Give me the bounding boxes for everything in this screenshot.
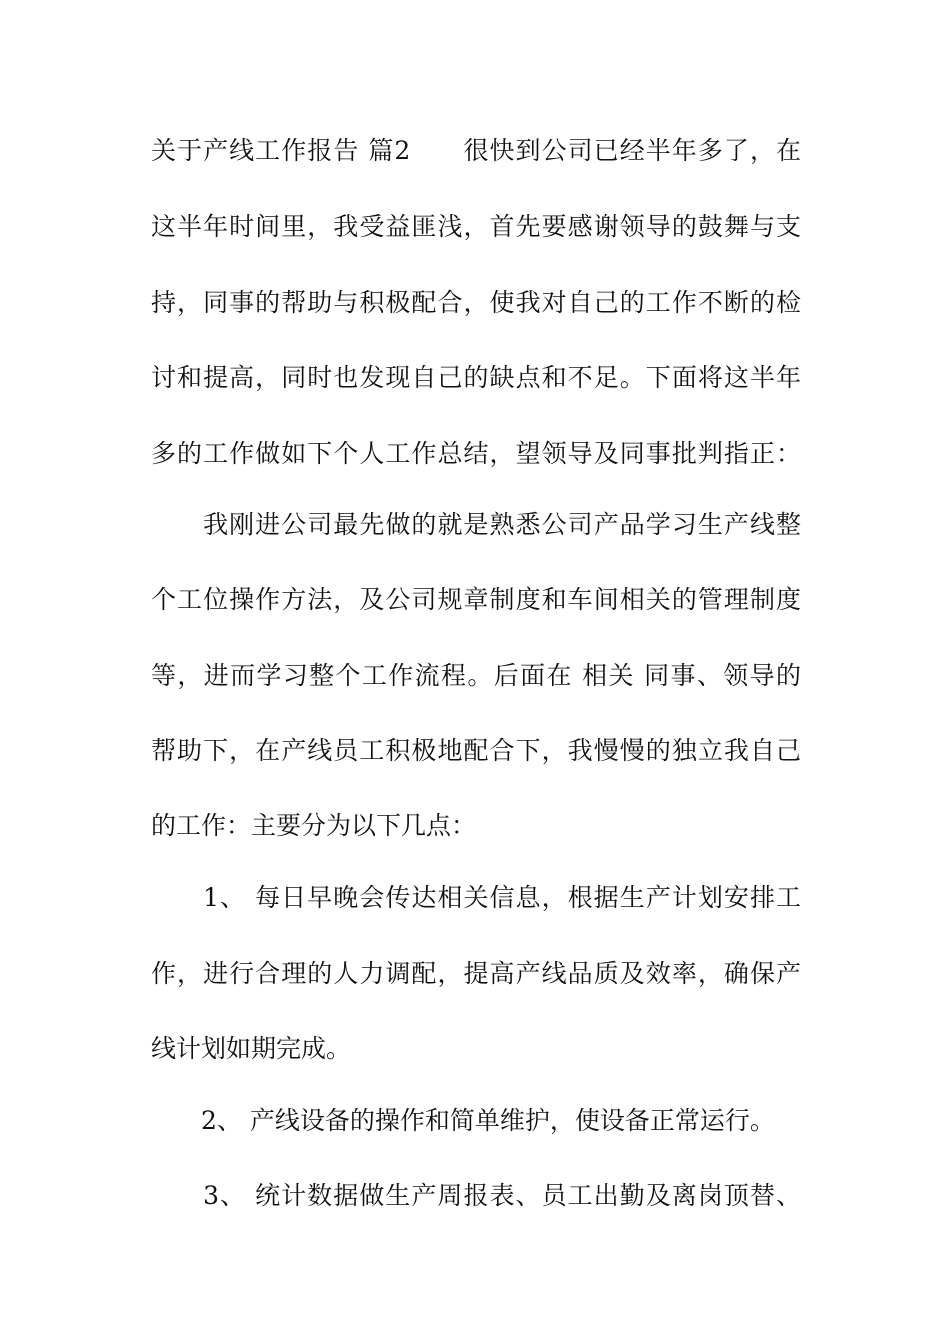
text-line: 持，同事的帮助与积极配合，使我对自己的工作不断的检 bbox=[151, 288, 801, 317]
list-item-text: 2、 产线设备的操作和简单维护，使设备正常运行。 bbox=[151, 1106, 775, 1135]
text-line: 我刚进公司最先做的就是熟悉公司产品学习生产线整 bbox=[151, 510, 801, 539]
text-line: 关于产线工作报告 篇2 很快到公司已经半年多了，在 bbox=[151, 136, 801, 165]
text-line: 讨和提高，同时也发现自己的缺点和不足。下面将这半年 bbox=[151, 363, 801, 392]
list-item-text: 作，进行合理的人力调配，提高产线品质及效率，确保产 bbox=[151, 959, 801, 988]
text-line: 等，进而学习整个工作流程。后面在 相关 同事、领导的 bbox=[151, 661, 801, 690]
text-line: 的工作：主要分为以下几点： bbox=[151, 811, 477, 840]
list-item-text: 3、 统计数据做生产周报表、员工出勤及离岗顶替、 bbox=[151, 1181, 801, 1210]
list-item-text: 线计划如期完成。 bbox=[151, 1034, 352, 1063]
text-line: 个工位操作方法，及公司规章制度和车间相关的管理制度 bbox=[151, 585, 801, 614]
list-item-text: 1、 每日早晚会传达相关信息，根据生产计划安排工 bbox=[151, 883, 801, 912]
text-line: 多的工作做如下个人工作总结，望领导及同事批判指正： bbox=[151, 439, 801, 468]
text-line: 这半年时间里，我受益匪浅，首先要感谢领导的鼓舞与支 bbox=[151, 212, 801, 241]
text-line: 帮助下，在产线员工积极地配合下，我慢慢的独立我自己 bbox=[151, 736, 801, 765]
